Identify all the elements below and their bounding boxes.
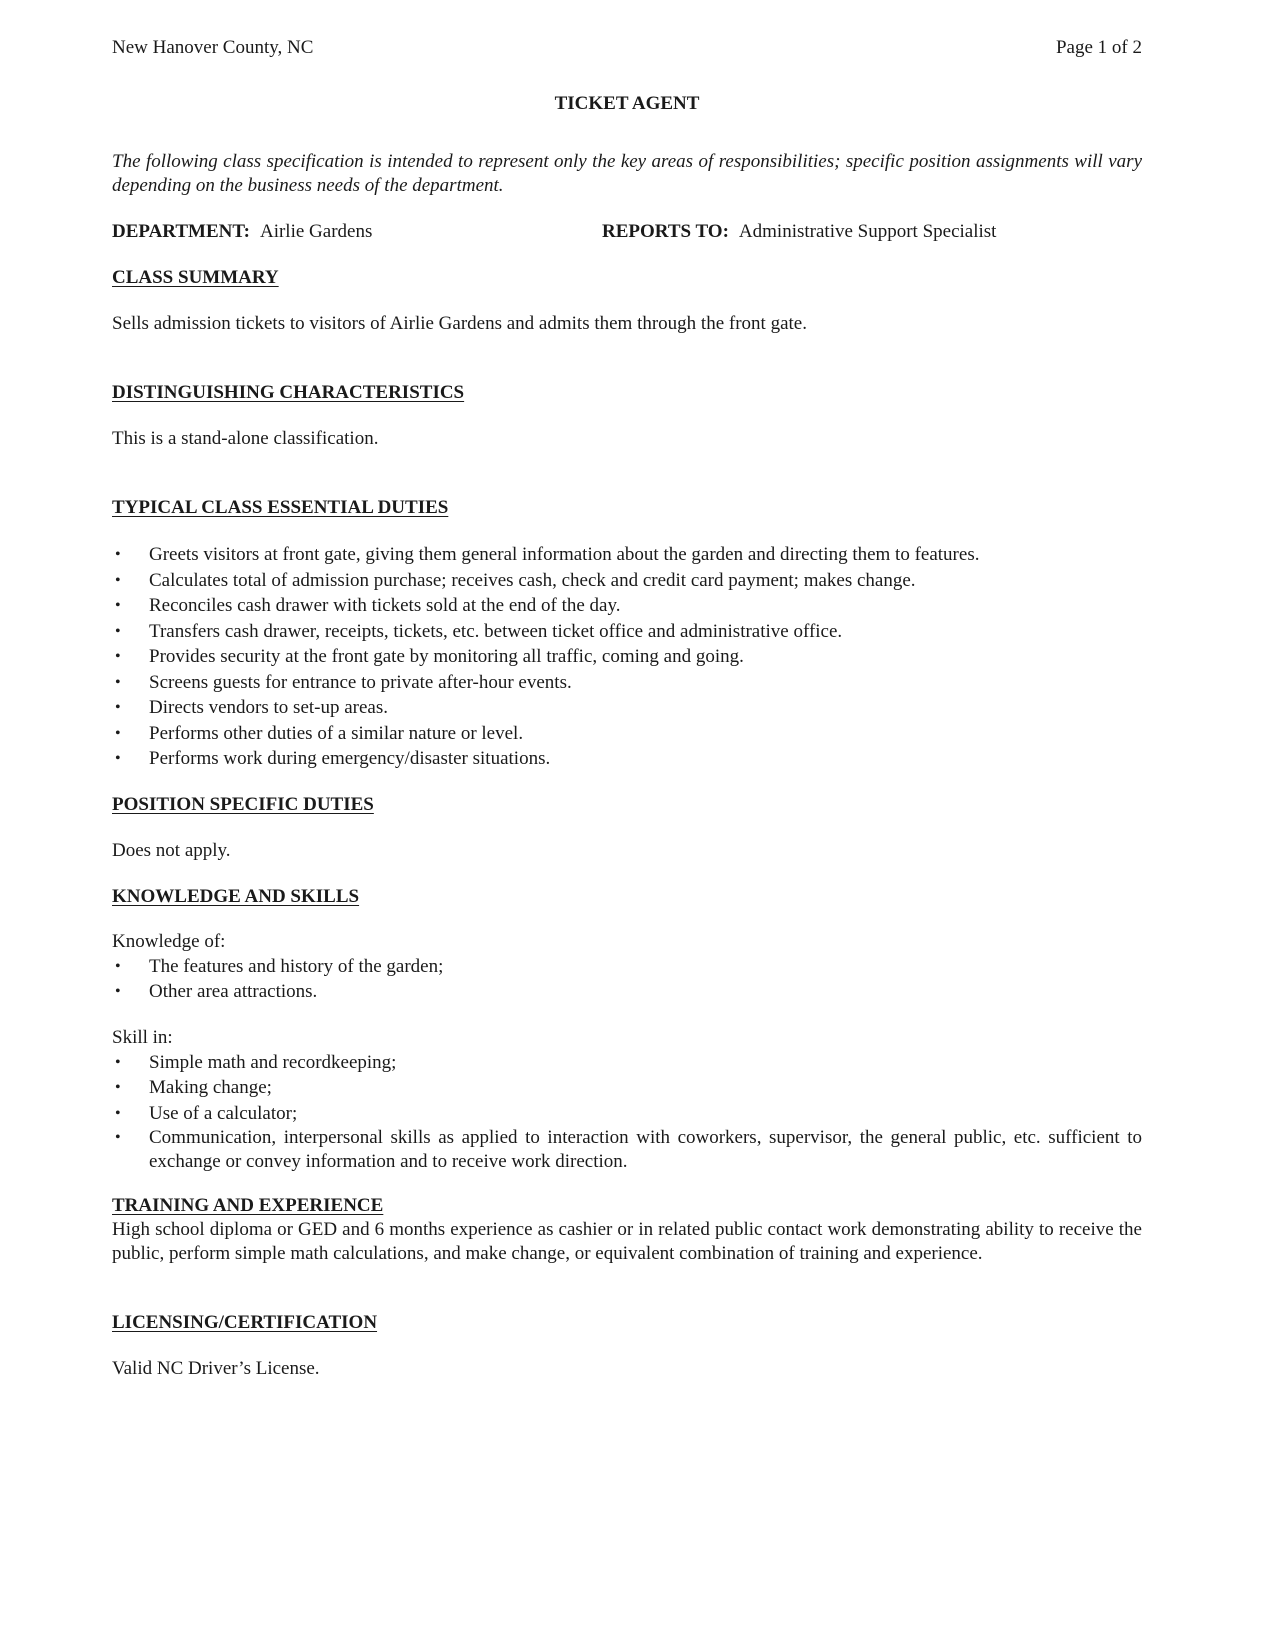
bullet-icon: • [115, 699, 121, 716]
department-field [112, 220, 602, 246]
bullet-icon: • [115, 648, 121, 665]
licensing-text: Valid NC Driver’s License. [112, 1358, 320, 1379]
list-item: • Use of a calculator; [112, 1101, 1142, 1127]
distinguishing-text: This is a stand-alone classification. [112, 428, 379, 449]
bullet-icon: • [115, 983, 121, 1000]
licensing-heading: LICENSING/CERTIFICATION [112, 1312, 378, 1333]
list-item: • Communication, interpersonal skills as applied to interaction with coworkers, supervisor, the general public, etc. sufficient to exchange or convey information and to receive work direction. [115, 1127, 1142, 1172]
list-item: • Calculates total of admission purchase; receives cash, check and credit card payment; makes change. [112, 568, 1142, 594]
skill-list [112, 1050, 1142, 1175]
list-item: • Directs vendors to set-up areas. [112, 695, 1142, 721]
list-item: • Greets visitors at front gate, giving them general information about the garden and directing them to features. [112, 542, 1142, 568]
list-item: • Transfers cash drawer, receipts, tickets, etc. between ticket office and administrative office. [112, 619, 1142, 645]
bullet-icon: • [115, 546, 121, 563]
training-heading: TRAINING AND EXPERIENCE [112, 1195, 384, 1216]
list-item: • Simple math and recordkeeping; [112, 1050, 1142, 1076]
knowledge-label: Knowledge of: [112, 930, 226, 952]
reports-to-value: Administrative Support Specialist [738, 221, 997, 242]
essential-duties-heading: TYPICAL CLASS ESSENTIAL DUTIES [112, 497, 449, 518]
page-number: Page 1 of 2 [1055, 37, 1142, 58]
position-specific-heading: POSITION SPECIFIC DUTIES [112, 793, 374, 815]
document-title: TICKET AGENT [554, 93, 700, 114]
list-item: • Reconciles cash drawer with tickets sold at the end of the day. [112, 593, 1142, 619]
county-name: New Hanover County, NC [112, 37, 314, 58]
department-row [112, 220, 1142, 246]
list-item: • Other area attractions. [112, 979, 1142, 1005]
list-item: • Performs other duties of a similar nature or level. [112, 721, 1142, 747]
intro-statement: The following class specification is intended to represent only the key areas of responsibilities; specific position assignments will vary depending on the business needs of the department. [112, 151, 1142, 196]
list-item: • Screens guests for entrance to private after-hour events. [112, 670, 1142, 696]
essential-duties-list [112, 542, 1142, 772]
bullet-icon: • [115, 597, 121, 614]
reports-to-label: REPORTS TO: [602, 221, 729, 242]
class-summary-text: Sells admission tickets to visitors of Airlie Gardens and admits them through the front gate. [112, 313, 807, 334]
bullet-icon: • [115, 1053, 121, 1071]
bullet-icon: • [115, 957, 121, 975]
bullet-icon: • [115, 571, 121, 589]
bullet-icon: • [115, 622, 121, 640]
bullet-icon: • [115, 1129, 121, 1146]
bullet-icon: • [115, 673, 121, 691]
list-item: • Performs work during emergency/disaster situations. [112, 746, 1142, 772]
reports-to-field [602, 220, 996, 246]
department-value: Airlie Gardens [259, 221, 373, 242]
training-text: High school diploma or GED and 6 months experience as cashier or in related public contact work demonstrating ability to receive the public, perform simple math calculations, and make change, or equivalent combination of training and experience. [112, 1219, 1142, 1264]
bullet-icon: • [115, 724, 121, 742]
list-item: • Making change; [112, 1075, 1142, 1101]
distinguishing-heading: DISTINGUISHING CHARACTERISTICS [112, 382, 465, 403]
list-item: • The features and history of the garden; [112, 954, 1142, 980]
bullet-icon: • [115, 1104, 121, 1122]
page-header [112, 36, 1142, 64]
knowledge-list [112, 954, 1142, 1005]
skill-label: Skill in: [112, 1026, 173, 1048]
position-specific-text: Does not apply. [112, 839, 231, 861]
department-label: DEPARTMENT: [112, 221, 250, 242]
knowledge-skills-heading: KNOWLEDGE AND SKILLS [112, 885, 360, 907]
bullet-icon: • [115, 1079, 121, 1096]
document-page [112, 36, 1142, 1381]
class-summary-heading: CLASS SUMMARY [112, 267, 279, 288]
list-item: • Provides security at the front gate by monitoring all traffic, coming and going. [112, 644, 1142, 670]
bullet-icon: • [115, 750, 121, 767]
